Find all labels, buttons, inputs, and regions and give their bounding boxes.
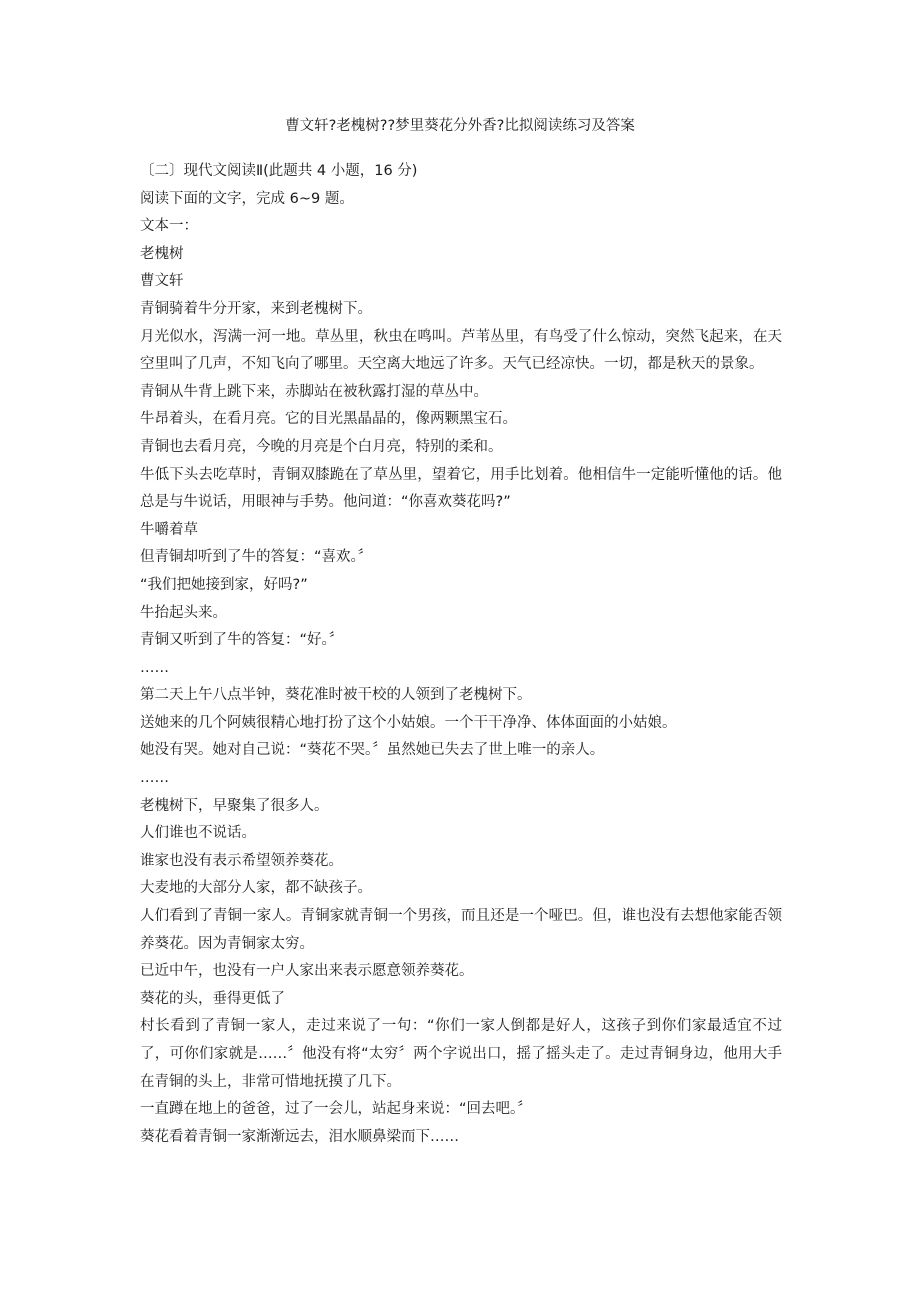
paragraph: 牛低下头去吃草时，青铜双膝跪在了草丛里，望着它，用手比划着。他相信牛一定能听懂他的话。他总是与牛说话，用眼神与手势。他问道：“你喜欢葵花吗?” xyxy=(140,466,782,511)
paragraph: 老槐树下，早聚集了很多人。 xyxy=(140,797,329,814)
paragraph: 青铜从牛背上跳下来，赤脚站在被秋露打湿的草丛中。 xyxy=(140,383,488,400)
paragraph: …… xyxy=(140,770,169,787)
paragraph: 人们看到了青铜一家人。青铜家就青铜一个男孩，而且还是一个哑巴。但，谁也没有去想他家能否领养葵花。因为青铜家太穷。 xyxy=(140,908,782,952)
paragraph: 牛昂着头，在看月亮。它的目光黑晶晶的，像两颗黑宝石。 xyxy=(140,411,517,428)
paragraph: 谁家也没有表示希望领养葵花。 xyxy=(140,852,343,869)
paragraph: 村长看到了青铜一家人，走过来说了一句：“你们一家人倒都是好人，这孩子到你们家最适宜不过了，可你们家就是……〞他没有将“太穷〞两个字说出口，摇了摇头走了。走过青铜身边，他用大手在青铜的头上，非常可惜地抚摸了几下。 xyxy=(140,1018,782,1090)
paragraph: 葵花看着青铜一家渐渐远去，泪水顺鼻梁而下…… xyxy=(140,1128,459,1145)
paragraph: 已近中午，也没有一户人家出来表示愿意领养葵花。 xyxy=(140,963,474,980)
paragraph: 文本一： xyxy=(140,218,198,235)
paragraph: 一直蹲在地上的爸爸，过了一会儿，站起身来说：“回去吧。〞 xyxy=(140,1101,532,1118)
paragraph: 大麦地的大部分人家，都不缺孩子。 xyxy=(140,880,372,897)
paragraph: …… xyxy=(140,659,169,676)
paragraph: 但青铜却听到了牛的答复：“喜欢。〞 xyxy=(140,549,373,566)
paragraph: 老槐树 xyxy=(140,245,184,262)
paragraph: 葵花的头，垂得更低了 xyxy=(140,990,285,1007)
paragraph: 青铜骑着牛分开家，来到老槐树下。 xyxy=(140,300,372,317)
paragraph: 她没有哭。她对自己说：“葵花不哭。〞虽然她已失去了世上唯一的亲人。 xyxy=(140,742,605,759)
paragraph: 牛嚼着草 xyxy=(140,521,198,538)
document-body xyxy=(140,158,782,1151)
paragraph: 〔二〕现代文阅读Ⅱ(此题共 4 小题，16 分) xyxy=(140,163,418,179)
paragraph: 第二天上午八点半钟，葵花准时被干校的人领到了老槐树下。 xyxy=(140,687,532,704)
paragraph: 青铜也去看月亮，今晚的月亮是个白月亮，特别的柔和。 xyxy=(140,438,503,455)
paragraph: 青铜又听到了牛的答复：“好。〞 xyxy=(140,632,344,649)
paragraph: 送她来的几个阿姨很精心地打扮了这个小姑娘。一个干干净净、体体面面的小姑娘。 xyxy=(140,714,677,731)
paragraph: 曹文轩 xyxy=(140,273,184,290)
paragraph: 人们谁也不说话。 xyxy=(140,825,256,842)
paragraph: 牛抬起头来。 xyxy=(140,604,227,621)
paragraph: “我们把她接到家，好吗?” xyxy=(140,576,308,593)
paragraph: 阅读下面的文字，完成 6~9 题。 xyxy=(140,190,354,207)
document-title: 曹文轩?老槐树??梦里葵花分外香?比拟阅读练习及答案 xyxy=(285,118,635,134)
paragraph: 月光似水，泻满一河一地。草丛里，秋虫在鸣叫。芦苇丛里，有鸟受了什么惊动，突然飞起来，在天空里叫了几声，不知飞向了哪里。天空离大地远了许多。天气已经凉快。一切，都是秋天的景象。 xyxy=(140,328,782,373)
